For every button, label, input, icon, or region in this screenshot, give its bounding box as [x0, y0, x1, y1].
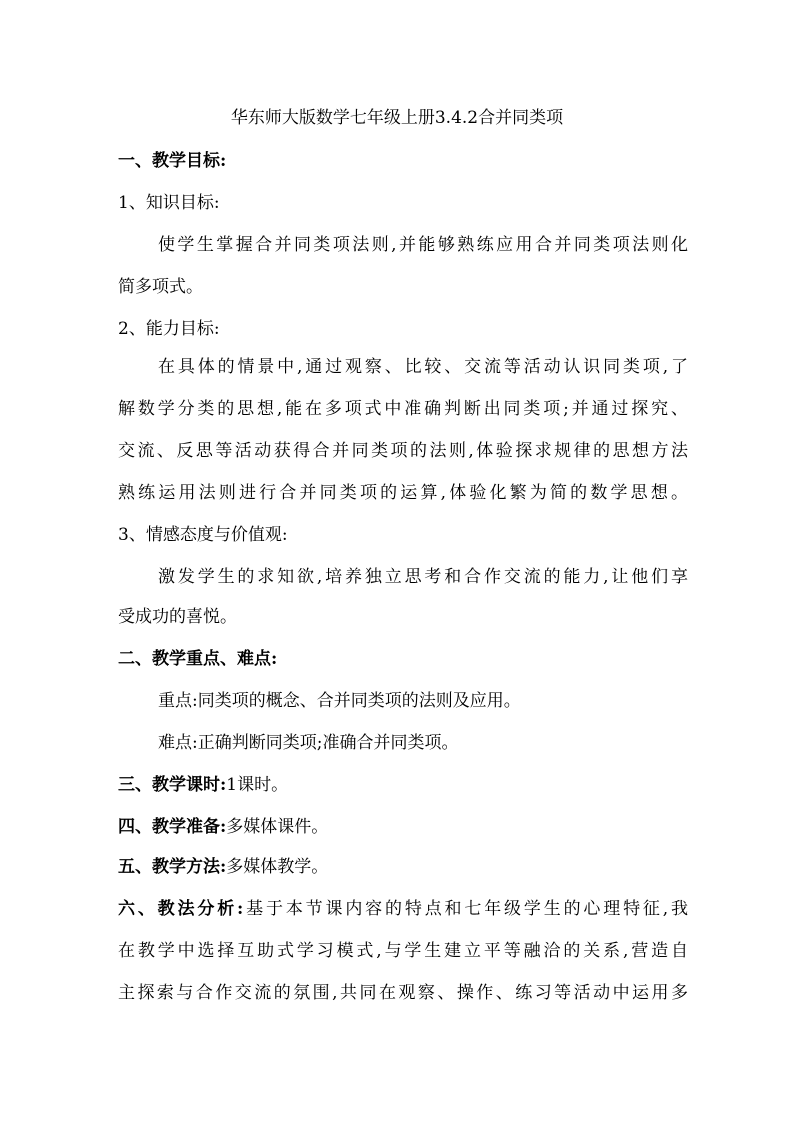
section-3-line: [118, 773, 688, 797]
section-5-line: [118, 855, 688, 879]
ability-paragraph-line-3: 交流、反思等活动获得合并同类项的法则,体验探求规律的思想方法: [118, 441, 688, 461]
ability-paragraph-line-2: 解数学分类的思想,能在多项式中准确判断出同类项;并通过探究、: [118, 399, 688, 419]
section-6-label: 六、教法分析:: [118, 899, 244, 919]
key-point-line: 重点:同类项的概念、合并同类项的法则及应用。: [158, 691, 521, 711]
section-4-label: 四、教学准备:: [118, 817, 227, 837]
subsection-attitude-heading: 3、情感态度与价值观:: [118, 525, 288, 545]
difficult-point-line: 难点:正确判断同类项;准确合并同类项。: [158, 733, 459, 753]
section-6-line-3: 主探索与合作交流的氛围,共同在观察、操作、练习等活动中运用多: [118, 983, 688, 1003]
subsection-knowledge-heading: 1、知识目标:: [118, 193, 220, 213]
attitude-paragraph-line-1: 激发学生的求知欲,培养独立思考和合作交流的能力,让他们享: [158, 567, 688, 587]
section-4-line: [118, 815, 688, 839]
section-2-heading: 二、教学重点、难点:: [118, 649, 278, 669]
section-5-label: 五、教学方法:: [118, 857, 227, 877]
section-3-value: 1课时。: [226, 775, 289, 795]
knowledge-paragraph-line-1: 使学生掌握合并同类项法则,并能够熟练应用合并同类项法则化: [158, 235, 688, 255]
ability-paragraph-line-1: 在具体的情景中,通过观察、比较、交流等活动认识同类项,了: [158, 357, 688, 377]
section-6-text-1: 基于本节课内容的特点和七年级学生的心理特征,我: [243, 899, 688, 919]
subsection-ability-heading: 2、能力目标:: [118, 319, 220, 339]
document-title: 华东师大版数学七年级上册3.4.2合并同类项: [230, 108, 564, 128]
section-4-value: 多媒体课件。: [226, 817, 329, 837]
attitude-paragraph-line-2: 受成功的喜悦。: [118, 607, 237, 627]
knowledge-paragraph-line-2: 简多项式。: [118, 277, 203, 297]
section-6-line-2: 在教学中选择互助式学习模式,与学生建立平等融洽的关系,营造自: [118, 941, 688, 961]
section-5-value: 多媒体教学。: [226, 857, 329, 877]
section-1-heading: 一、教学目标:: [118, 151, 227, 171]
section-6-line-1: [118, 897, 688, 921]
section-3-label: 三、教学课时:: [118, 775, 227, 795]
ability-paragraph-line-4: 熟练运用法则进行合并同类项的运算,体验化繁为简的数学思想。: [118, 483, 688, 503]
